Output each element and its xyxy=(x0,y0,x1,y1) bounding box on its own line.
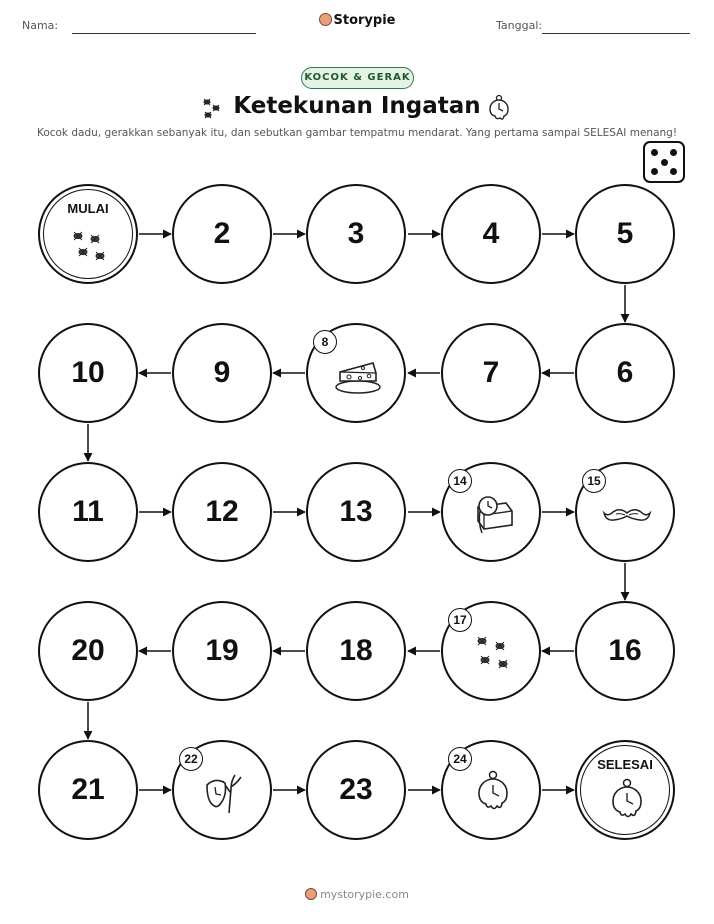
space-11: 11 xyxy=(38,462,138,562)
space-badge-15: 15 xyxy=(582,469,606,493)
ants-icon xyxy=(468,628,518,678)
finish-label: SELESAI xyxy=(597,757,653,772)
space-13: 13 xyxy=(306,462,406,562)
space-9: 9 xyxy=(172,323,272,423)
space-badge-22: 22 xyxy=(179,747,203,771)
space-3: 3 xyxy=(306,184,406,284)
brand-name: Storypie xyxy=(333,13,396,28)
space-18: 18 xyxy=(306,601,406,701)
ants-icon xyxy=(65,222,115,272)
space-badge-14: 14 xyxy=(448,469,472,493)
footer xyxy=(0,888,714,901)
cheese-icon xyxy=(333,350,383,400)
space-21: 21 xyxy=(38,740,138,840)
space-5: 5 xyxy=(575,184,675,284)
start-label: MULAI xyxy=(67,201,109,216)
pocket-watch-icon xyxy=(602,778,652,828)
tree-clock-icon xyxy=(199,767,249,817)
bear-footer-icon xyxy=(305,888,317,900)
date-label: Tanggal: xyxy=(496,19,543,32)
page-title: Ketekunan Ingatan xyxy=(233,93,481,119)
space-23: 23 xyxy=(306,740,406,840)
pocket-watch-icon xyxy=(468,767,518,817)
space-12: 12 xyxy=(172,462,272,562)
space-19: 19 xyxy=(172,601,272,701)
melting-watch-icon xyxy=(468,489,518,539)
space-badge-17: 17 xyxy=(448,608,472,632)
mustache-icon xyxy=(602,489,652,539)
space-badge-24: 24 xyxy=(448,747,472,771)
space-finish xyxy=(575,740,675,840)
space-start xyxy=(38,184,138,284)
instructions: Kocok dadu, gerakkan sebanyak itu, dan sebutkan gambar tempatmu mendarat. Yang pertama sampai SELESAI menang! xyxy=(36,127,678,139)
name-label: Nama: xyxy=(22,19,59,32)
activity-pill: KOCOK & GERAK xyxy=(301,67,414,89)
space-2: 2 xyxy=(172,184,272,284)
space-16: 16 xyxy=(575,601,675,701)
space-20: 20 xyxy=(38,601,138,701)
space-badge-8: 8 xyxy=(313,330,337,354)
space-7: 7 xyxy=(441,323,541,423)
space-10: 10 xyxy=(38,323,138,423)
space-6: 6 xyxy=(575,323,675,423)
space-4: 4 xyxy=(441,184,541,284)
footer-url[interactable]: mystorypie.com xyxy=(320,888,409,901)
